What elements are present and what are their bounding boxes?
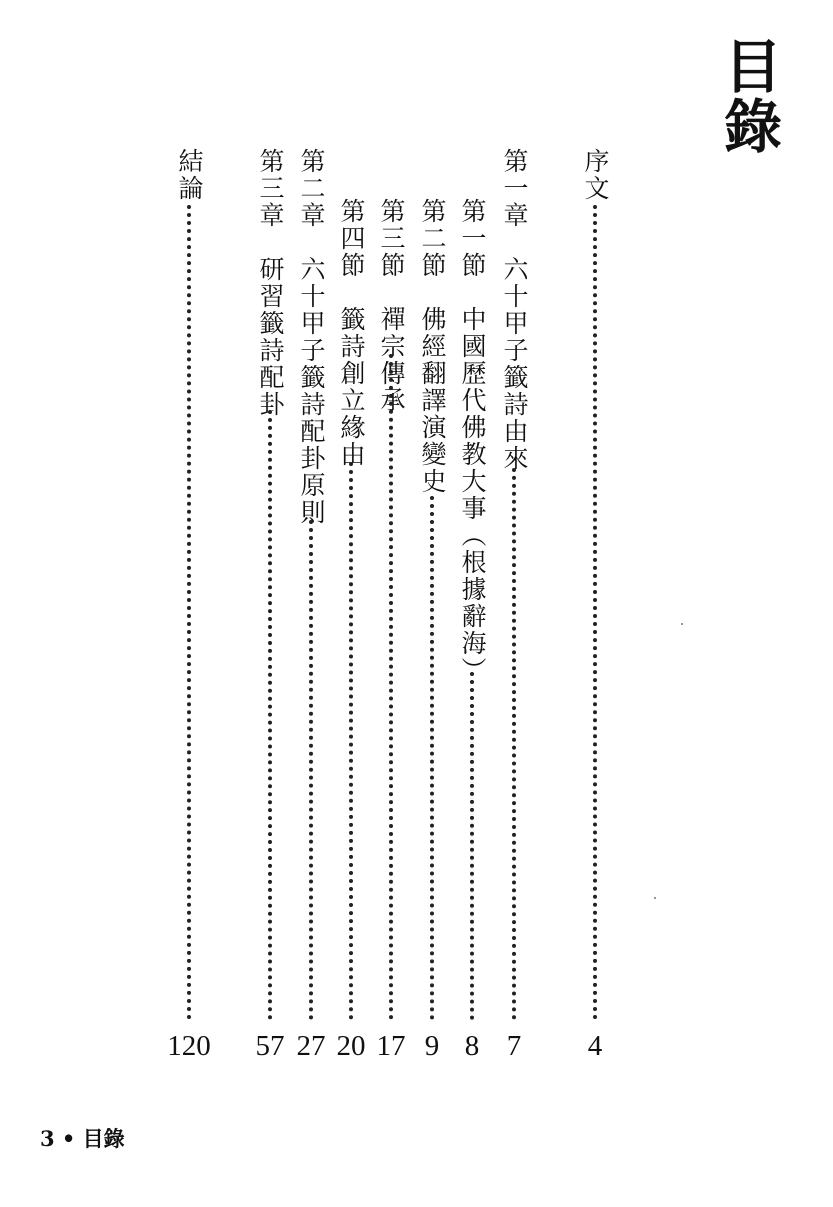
toc-entry-label: 結論 [175,148,204,202]
page-footer: 3 • 目錄 [40,1126,125,1151]
toc-page-number: 8 [464,1030,480,1062]
toc-page-number: 17 [376,1030,406,1062]
toc-entry-label: 第一章 六十甲子籤詩由來 [500,148,529,472]
toc-entry-label: 序文 [581,148,610,202]
page-title: 目錄 [714,36,782,156]
scan-speck [681,623,683,625]
dot-leader [349,462,357,1020]
toc-page-number: 120 [167,1030,211,1062]
dot-leader [389,354,397,1020]
toc-entry-label: 第一節 中國歷代佛教大事（根據辭海） [458,198,487,684]
dot-leader [512,468,520,1020]
dot-leader [268,410,276,1020]
toc-page-number: 7 [506,1030,522,1062]
dot-leader [309,520,317,1020]
toc-entry-label: 第三章 研習籤詩配卦 [256,148,285,418]
dot-leader [187,205,195,1020]
toc-page-number: 27 [296,1030,326,1062]
toc-entry-label: 第三節 禪宗傳承 [377,198,406,414]
toc-entry-label: 第四節 籤詩創立緣由 [337,198,366,468]
dot-leader [470,672,478,1020]
toc-entry-label: 第二節 佛經翻譯演變史 [418,198,447,495]
toc-page-number: 9 [424,1030,440,1062]
toc-page-number: 4 [587,1030,603,1062]
toc-page-number: 57 [255,1030,285,1062]
dot-leader [593,205,601,1020]
dot-leader [430,496,438,1020]
toc-entry-label: 第二章 六十甲子籤詩配卦原則 [297,148,326,526]
toc-page-number: 20 [336,1030,366,1062]
scan-speck [654,897,656,899]
